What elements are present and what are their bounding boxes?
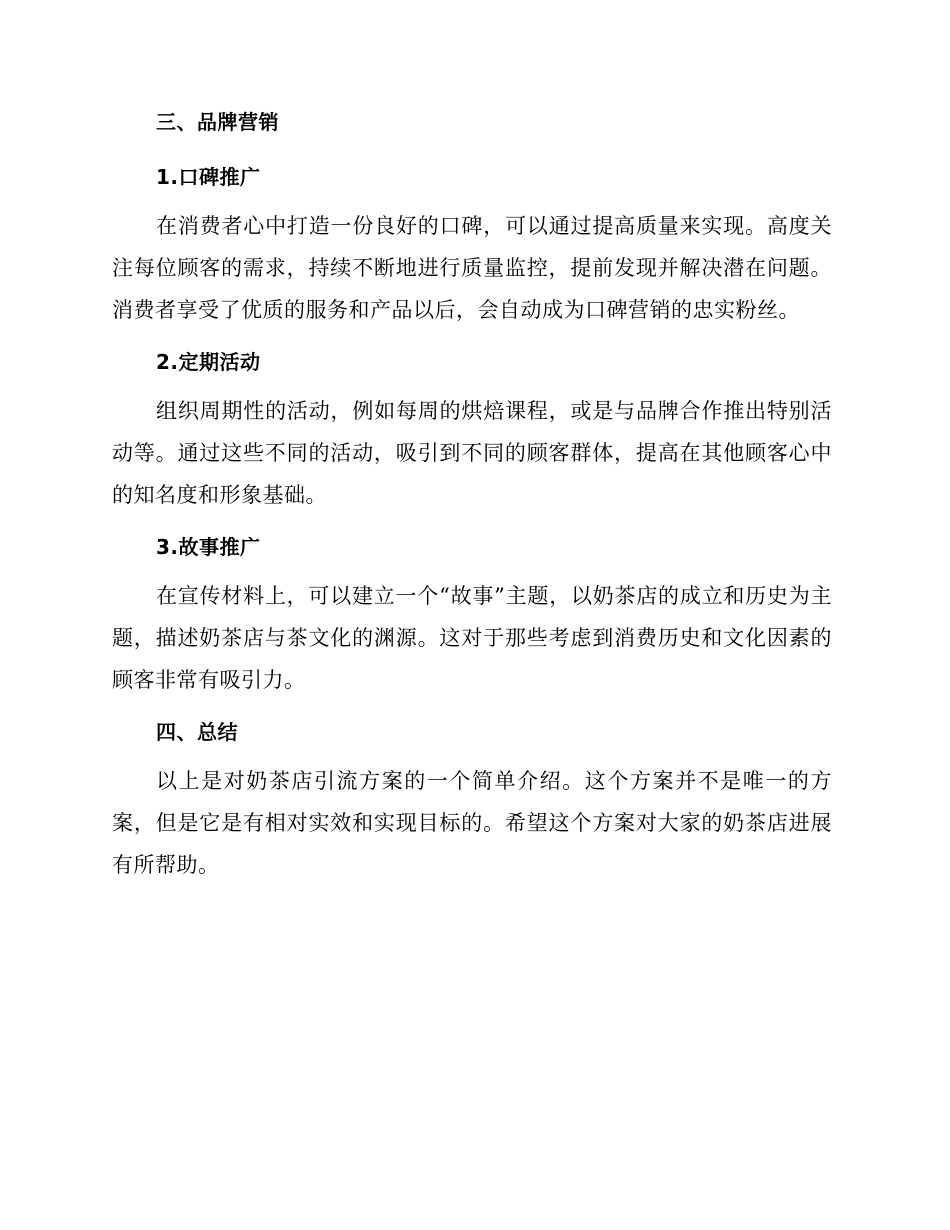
section-heading-summary: 四、总结 <box>156 720 238 744</box>
paragraph-story-promotion: 在宣传材料上，可以建立一个“故事”主题，以奶茶店的成立和历史为主题，描述奶茶店与茶文化的渊源。这对于那些考虑到消费历史和文化因素的顾客非常有吸引力。 <box>112 584 832 692</box>
document-body <box>112 108 832 886</box>
section-heading-brand-marketing: 三、品牌营销 <box>156 110 279 134</box>
subheading-story-promotion: 3.故事推广 <box>156 535 261 559</box>
paragraph-regular-events: 组织周期性的活动，例如每周的烘焙课程，或是与品牌合作推出特别活动等。通过这些不同的活动，吸引到不同的顾客群体，提高在其他顾客心中的知名度和形象基础。 <box>112 399 832 507</box>
paragraph-summary: 以上是对奶茶店引流方案的一个简单介绍。这个方案并不是唯一的方案，但是它是有相对实效和实现目标的。希望这个方案对大家的奶茶店进展有所帮助。 <box>112 769 832 877</box>
paragraph-word-of-mouth: 在消费者心中打造一份良好的口碑，可以通过提高质量来实现。高度关注每位顾客的需求，持续不断地进行质量监控，提前发现并解决潜在问题。消费者享受了优质的服务和产品以后，会自动成为口碑营销的忠实粉丝。 <box>112 214 832 322</box>
subheading-word-of-mouth: 1.口碑推广 <box>156 165 261 189</box>
subheading-regular-events: 2.定期活动 <box>156 350 261 374</box>
